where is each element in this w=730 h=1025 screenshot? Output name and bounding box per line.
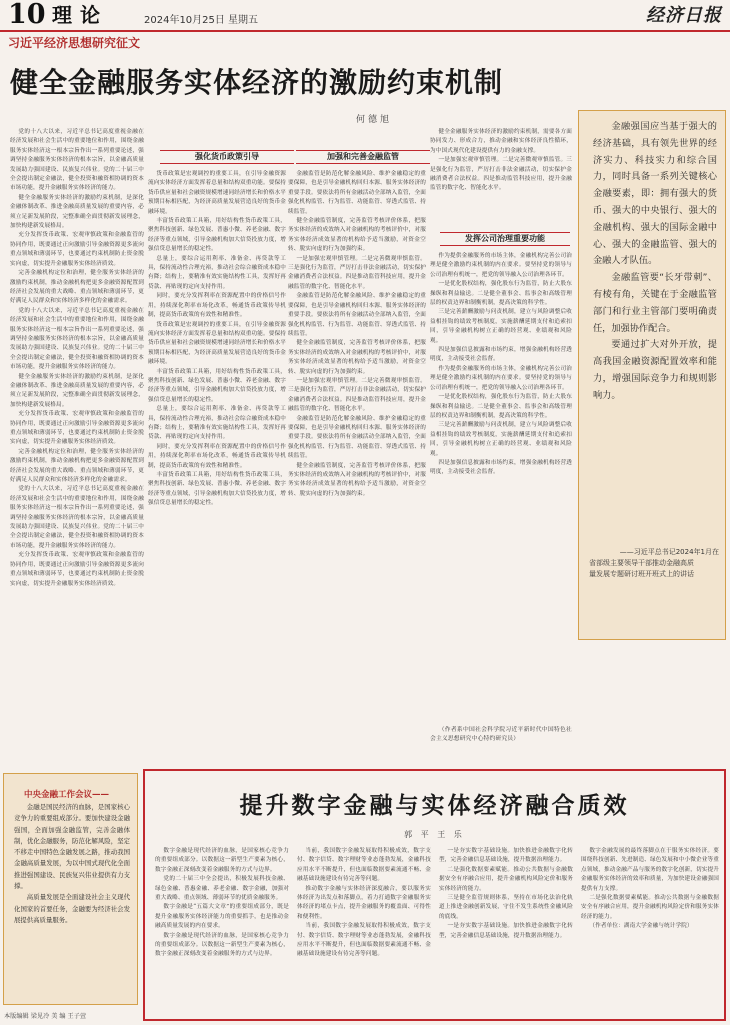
paragraph: 三是健全监管规则体系，坚持在市场化法治化轨道上推进金融创新发展，守住不发生系统性金融风险的底线。 [439,895,573,920]
paragraph: 党的十八大以来，习近平总书记高度重视金融在经济发展和社会生活中的重要地位和作用，围绕金融服务实体经济这一根本宗旨作出一系列重要论述，强调坚持金融服务实体经济的根本宗旨，以金融高质量发展助力强国建设、民族复兴伟业。党的二十届三中全会提出制定金融法，健全投资和融资相协调的资本市场功能，提升金融服务实体经济的能力。 [10,307,144,371]
conference-box-title: 中央金融工作会议—— [24,790,110,800]
paragraph: 一是加强宏观审慎管理。二是完善微观审慎监管。三是强化行为监管，严厉打击非法金融活动，切实保护金融消费者合法权益。四是推动监管科技应用，提升金融监管的数字化、智能化水平。 [288,255,426,290]
article2-byline: 郭 平 王 乐 [404,830,465,839]
article-column-2 [148,170,286,768]
paragraph: 健全金融监管制度，完善监管考核评价体系，把服务实体经济的成效纳入对金融机构的考核评价中，对服务实体经济成效显著的机构给予适当激励，对资金空转、脱实向虚的行为加强约束。 [288,340,426,375]
article2-column-2 [297,847,431,1017]
quote-source-line: ——习近平总书记2024年1月在 [619,548,719,556]
article2-headline: 提升数字金融与实体经济融合质效 [239,792,630,819]
paragraph: 货币政策是宏观调控的重要工具，在引导金融资源流向实体经济方面发挥着总量和结构双重功能。要保持货币供应量和社会融资规模增速同经济增长和价格水平预期目标相匹配，为经济高质量发展营造良好的货币金融环境。 [148,321,286,366]
conference-box-text [14,802,130,1002]
paragraph: 四是加强信息披露和市场约束，增强金融机构经营透明度，主动接受社会监督。 [430,347,572,363]
paragraph: 健全金融监管制度，完善监管考核评价体系，把服务实体经济的成效纳入对金融机构的考核评价中，对服务实体经济成效显著的机构给予适当激励，对资金空转、脱实向虚的行为加强约束。 [288,462,426,497]
paragraph: 一是加强宏观审慎管理。二是完善微观审慎监管。三是强化行为监管，严厉打击非法金融活动，切实保护金融消费者合法权益。四是推动监管科技应用，提升金融监管的数字化、智能化水平。 [430,157,572,192]
page-footer: 本版编辑 梁见冷 美 编 王子萱 [4,1013,87,1020]
paragraph: 数字金融发展的最终落脚点在于服务实体经济。要围绕科技创新、先进制造、绿色发展和中小微企业等重点领域，推动金融产品与服务的数字化创新，切实提升金融服务实体经济的效率和质量，为加快建设金融强国提供有力支撑。 [581,848,719,892]
paragraph: 丰富货币政策工具箱，用好结构性货币政策工具，聚焦科技创新、绿色发展、普惠小微、养老金融、数字经济等重点领域，引导金融机构加大信贷投放力度，增强信贷总量增长的稳定性。 [148,368,286,403]
paragraph: 一是优化股权结构，强化股东行为监管，防止大股东操纵和利益输送。二是健全董事会、监事会和高级管理层的权责边界和制衡机制，提高决策的科学性。 [430,394,572,419]
section-subhead: 加强和完善金融监管 [296,150,430,164]
quote-text [593,119,717,539]
issue-date: 2024年10月25日 [144,15,225,26]
section-subhead: 强化货币政策引导 [160,150,294,164]
paragraph: 党的十八大以来，习近平总书记高度重视金融在经济发展和社会生活中的重要地位和作用，围绕金融服务实体经济这一根本宗旨作出一系列重要论述，强调坚持金融服务实体经济的根本宗旨，以金融高质量发展助力强国建设、民族复兴伟业。党的二十届三中全会提出制定金融法，健全投资和融资相协调的资本市场功能，提升金融服务实体经济的能力。 [10,129,144,192]
paragraph: 一是夯实数字基础设施。加快推进金融数字化转型，完善金融信息基础设施，提升数据治理能力。 [439,923,573,939]
paragraph: 党的十八大以来，习近平总书记高度重视金融在经济发展和社会生活中的重要地位和作用，围绕金融服务实体经济这一根本宗旨作出一系列重要论述，强调坚持金融服务实体经济的根本宗旨，以金融高质量发展助力强国建设、民族复兴伟业。党的二十届三中全会提出制定金融法，健全投资和融资相协调的资本市场功能，提升金融服务实体经济的能力。 [10,486,144,549]
article-column-3 [288,170,426,768]
quote-paragraph: 要通过扩大对外开放，提高我国金融资源配置效率和能力，增强国际竞争力和规则影响力。 [593,339,717,401]
quote-source [589,547,719,580]
masthead-rule [0,30,730,32]
article-byline: 何德旭 [356,115,393,125]
paragraph: 三是完善薪酬激励与问责机制，建立与风险调整后收益相挂钩的绩效考核制度，实施薪酬延期支付和追索扣回，引导金融机构树立正确的经营观、业绩观和风险观。 [430,309,572,344]
paragraph: （作者单位：湖南大学金融与统计学院） [589,923,693,930]
masthead [0,0,730,30]
paragraph: 作为提供金融服务的市场主体，金融机构完善公司治理是健全激励约束机制的内在要求。要坚持党的领导与公司治理有机统一，把党的领导融入公司治理各环节。 [430,365,572,391]
conference-paragraph: 金融是国民经济的血脉，是国家核心竞争力的重要组成部分。要加快建设金融强国，全面加强金融监管，完善金融体制，优化金融服务，防范化解风险，坚定不移走中国特色金融发展之路，推动我国金融高质量发展，为以中国式现代化全面推进强国建设、民族复兴伟业提供有力支撑。 [14,803,130,891]
paragraph: 一是加强宏观审慎管理。二是完善微观审慎监管。三是强化行为监管，严厉打击非法金融活动，切实保护金融消费者合法权益。四是推动监管科技应用，提升金融监管的数字化、智能化水平。 [288,377,426,413]
conference-box [3,773,138,1005]
paragraph: 完善金融机构定位和治理，健全服务实体经济的激励约束机制，推动金融机构把更多金融资源配置到经济社会发展的重大战略、重点领域和薄弱环节，更好满足人民群众和实体经济多样化的金融需求。 [10,448,144,484]
article-column-4-top [430,128,572,228]
quote-paragraph: 金融监管要“长牙带刺”、有棱有角，关键在于金融监管部门和行业主管部门要明确责任，加强协作配合。 [593,272,717,334]
conference-paragraph: 高质量发展是全面建设社会主义现代化国家的首要任务，金融要为经济社会发展提供高质量服务。 [14,893,130,924]
paragraph: 同时，要充分发挥利率在资源配置中的价格信号作用，持续深化利率市场化改革，畅通货币政策传导机制，提高货币政策的有效性和精准性。 [148,443,286,469]
paragraph: 二是强化数据要素赋能。推动公共数据与金融数据安全有序融合应用，提升金融机构风险定价和服务实体经济的能力。 [439,866,573,892]
paragraph: 充分发挥货币政策、宏观审慎政策和金融监管的协同作用，既要通过正向激励引导金融资源更多流向重点领域和薄弱环节，也要通过约束机制防止资金脱实向虚，切实提升金融服务实体经济质效。 [10,552,144,587]
paragraph: 健全金融服务实体经济的激励约束机制，需要各方面协同发力、形成合力，推动金融和实体经济良性循环，为中国式现代化建设提供有力的金融支撑。 [430,129,572,154]
article-column-4 [430,252,572,722]
digital-finance-article [143,769,726,1021]
paragraph: 总量上，要综合运用利率、准备金、再贷款等工具，保持流动性合理充裕，推动社会综合融资成本稳中有降；结构上，要精准有效实施结构性工具，发挥好再贷款、再贴现的定向支持作用。 [148,406,286,441]
paragraph: 丰富货币政策工具箱，用好结构性货币政策工具，聚焦科技创新、绿色发展、普惠小微、养老金融、数字经济等重点领域，引导金融机构加大信贷投放力度，增强信贷总量增长的稳定性。 [148,218,286,253]
paragraph: 健全金融监管制度，完善监管考核评价体系，把服务实体经济的成效纳入对金融机构的考核评价中，对服务实体经济成效显著的机构给予适当激励，对资金空转、脱实向虚的行为加强约束。 [288,218,426,253]
paragraph: 健全金融服务实体经济的激励约束机制，是深化金融体制改革、推进金融高质量发展的重要内容，必须立足新发展阶段，完整准确全面贯彻新发展理念，加快构建新发展格局。 [10,194,144,230]
paragraph: 货币政策是宏观调控的重要工具，在引导金融资源流向实体经济方面发挥着总量和结构双重功能。要保持货币供应量和社会融资规模增速同经济增长和价格水平预期目标相匹配，为经济高质量发展营造良好的货币金融环境。 [148,171,286,215]
article-column-1 [10,128,144,768]
section-name: 理论 [52,3,108,27]
paragraph: 三是完善薪酬激励与问责机制，建立与风险调整后收益相挂钩的绩效考核制度，实施薪酬延期支付和追索扣回，引导金融机构树立正确的经营观、业绩观和风险观。 [430,422,572,457]
article2-column-4 [581,847,719,1017]
paragraph: 金融监管是防范化解金融风险、维护金融稳定的重要保障，也是引导金融机构回归本源、服务实体经济的重要手段。要依法将所有金融活动全部纳入监管，全面强化机构监管、行为监管、功能监管、穿透式监管、持续监管。 [288,293,426,337]
paragraph: 数字金融是“五篇大文章”的重要组成部分，既是提升金融服务实体经济能力的重要抓手，也是推动金融高质量发展的内在要求。 [155,904,289,930]
paragraph: 当前，我国数字金融发展取得积极成效，数字支付、数字信贷、数字理财等业态蓬勃发展，金融科技应用水平不断提升，但也面临数据要素流通不畅、金融基础设施建设有待完善等问题。 [297,848,431,883]
paragraph: 当前，我国数字金融发展取得积极成效，数字支付、数字信贷、数字理财等业态蓬勃发展，金融科技应用水平不断提升，但也面临数据要素流通不畅、金融基础设施建设有待完善等问题。 [297,923,431,958]
paragraph: 金融监管是防范化解金融风险、维护金融稳定的重要保障，也是引导金融机构回归本源、服务实体经济的重要手段。要依法将所有金融活动全部纳入监管，全面强化机构监管、行为监管、功能监管、穿透式监管、持续监管。 [288,171,426,215]
paragraph: 党的二十届三中全会提出，积极发展科技金融、绿色金融、普惠金融、养老金融、数字金融，加强对重大战略、重点领域、薄弱环节的优质金融服务。 [155,876,289,902]
section-subhead: 发挥公司治理重要功能 [440,232,570,246]
newspaper-logo: 经济日报 [646,5,722,26]
paragraph: 二是强化数据要素赋能。推动公共数据与金融数据安全有序融合应用，提升金融机构风险定价和服务实体经济的能力。 [581,895,719,920]
paragraph: 金融监管是防范化解金融风险、维护金融稳定的重要保障，也是引导金融机构回归本源、服务实体经济的重要手段。要依法将所有金融活动全部纳入监管，全面强化机构监管、行为监管、功能监管、穿透式监管、持续监管。 [288,415,426,460]
page-number: 10 [8,0,46,30]
paragraph: 四是加强信息披露和市场约束，增强金融机构经营透明度，主动接受社会监督。 [430,459,572,476]
paragraph: 充分发挥货币政策、宏观审慎政策和金融监管的协同作用，既要通过正向激励引导金融资源更多流向重点领域和薄弱环节，也要通过约束机制防止资金脱实向虚，切实提升金融服务实体经济质效。 [10,411,144,446]
article2-column-3 [439,847,573,1017]
paragraph: 完善金融机构定位和治理，健全服务实体经济的激励约束机制，推动金融机构把更多金融资源配置到经济社会发展的重大战略、重点领域和薄弱环节，更好满足人民群众和实体经济多样化的金融需求。 [10,270,144,305]
quote-source-line: 量发展专题研讨班开班式上的讲话 [589,570,694,578]
quote-source-line: 省部级主要领导干部推动金融高质 [589,559,694,567]
series-label: 习近平经济思想研究征文 [8,36,141,50]
paragraph: 作为提供金融服务的市场主体，金融机构完善公司治理是健全激励约束机制的内在要求。要坚持党的领导与公司治理有机统一，把党的领导融入公司治理各环节。 [430,253,572,278]
issue-weekday: 星期五 [228,15,258,26]
author-note [430,726,572,756]
paragraph: 总量上，要综合运用利率、准备金、再贷款等工具，保持流动性合理充裕，推动社会综合融资成本稳中有降；结构上，要精准有效实施结构性工具，发挥好再贷款、再贴现的定向支持作用。 [148,255,286,290]
author-note-text: （作者系中国社会科学院习近平新时代中国特色社会主义思想研究中心特约研究员） [430,727,572,743]
paragraph: 同时，要充分发挥利率在资源配置中的价格信号作用，持续深化利率市场化改革，畅通货币政策传导机制，提高货币政策的有效性和精准性。 [148,293,286,319]
article-headline: 健全金融服务实体经济的激励约束机制 [10,66,504,99]
paragraph: 数字金融是现代经济的血脉，是国家核心竞争力的重要组成部分。以数据这一新型生产要素为核心，数字金融正深刻改变着金融服务的方式与边界。 [155,932,289,958]
paragraph: 一是优化股权结构，强化股东行为监管，防止大股东操纵和利益输送。二是健全董事会、监事会和高级管理层的权责边界和制衡机制，提高决策的科学性。 [430,281,572,307]
paragraph: 一是夯实数字基础设施。加快推进金融数字化转型，完善金融信息基础设施，提升数据治理能力。 [439,848,573,864]
article2-column-1 [155,847,289,1017]
paragraph: 推动数字金融与实体经济深度融合，要以服务实体经济为出发点和落脚点，着力打通数字金融服务实体经济的堵点卡点，提升金融服务的覆盖面、可得性和便利性。 [297,885,431,920]
paragraph: 数字金融是现代经济的血脉，是国家核心竞争力的重要组成部分。以数据这一新型生产要素为核心，数字金融正深刻改变着金融服务的方式与边界。 [155,848,289,873]
paragraph: 充分发挥货币政策、宏观审慎政策和金融监管的协同作用，既要通过正向激励引导金融资源更多流向重点领域和薄弱环节，也要通过约束机制防止资金脱实向虚，切实提升金融服务实体经济质效。 [10,232,144,267]
quote-sidebar [578,110,726,640]
paragraph: 丰富货币政策工具箱，用好结构性货币政策工具，聚焦科技创新、绿色发展、普惠小微、养老金融、数字经济等重点领域，引导金融机构加大信贷投放力度，增强信贷总量增长的稳定性。 [148,472,286,507]
paragraph: 健全金融服务实体经济的激励约束机制，是深化金融体制改革、推进金融高质量发展的重要内容，必须立足新发展阶段，完整准确全面贯彻新发展理念，加快构建新发展格局。 [10,373,144,408]
quote-paragraph: 金融强国应当基于强大的经济基础，具有领先世界的经济实力、科技实力和综合国力，同时具备一系列关键核心金融要素，即：拥有强大的货币、强大的中央银行、强大的金融机构、强大的国际金融中心、强大的金融监管、强大的金融人才队伍。 [593,121,717,267]
